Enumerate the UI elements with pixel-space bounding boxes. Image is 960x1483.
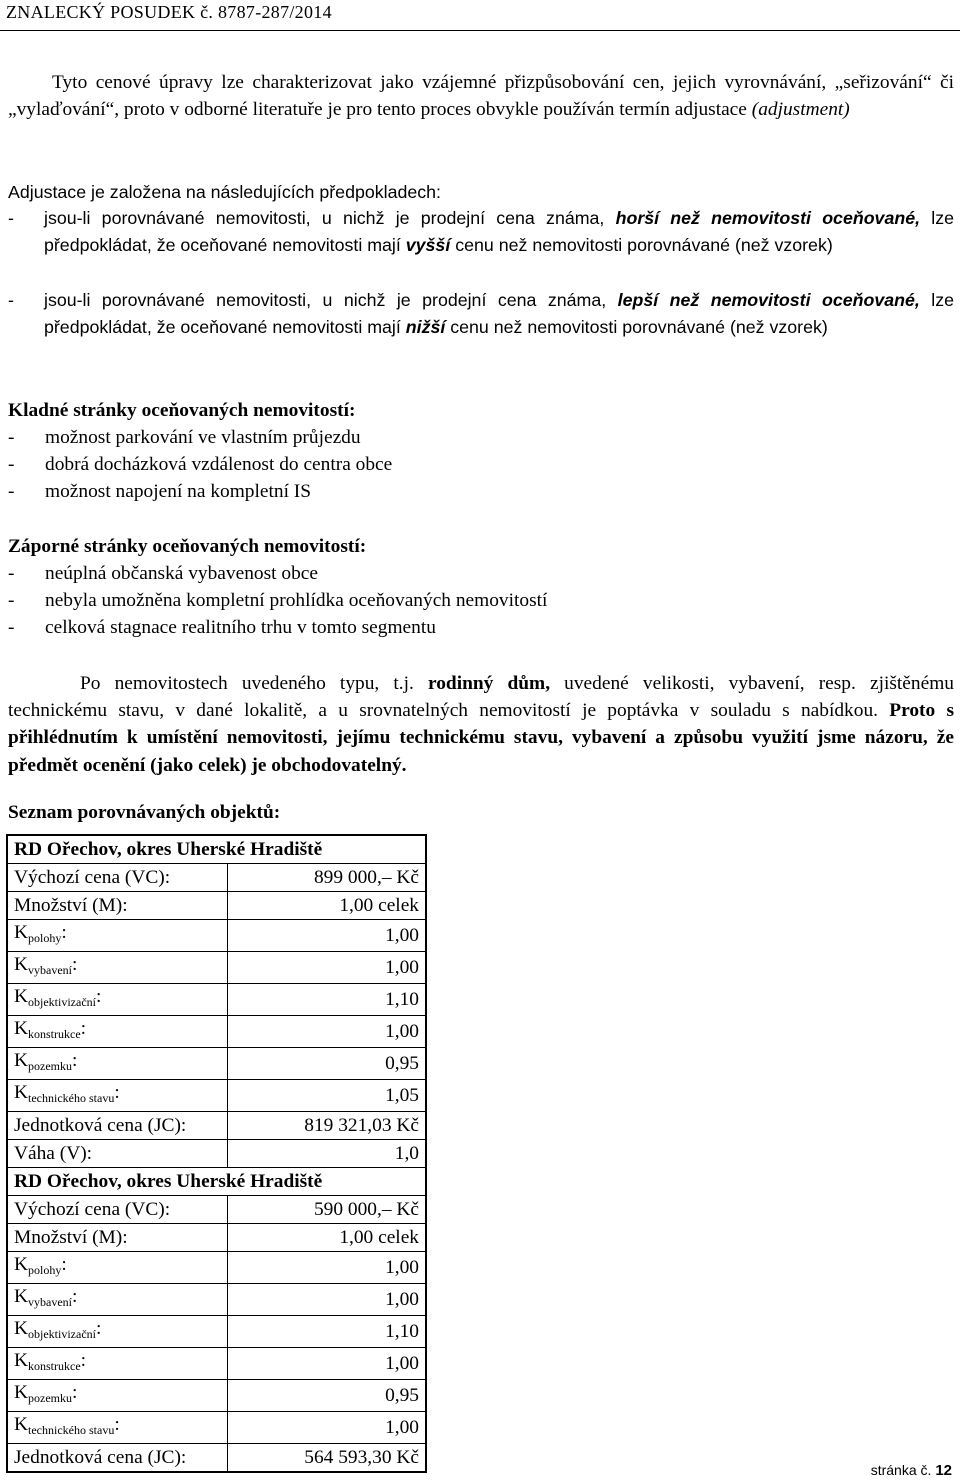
row-label: Výchozí cena (VC): xyxy=(7,1196,228,1224)
coefficient-subscript: technického stavu xyxy=(28,1423,115,1437)
row-label: $K_{pozemku}$: xyxy=(7,1380,228,1412)
coefficient-subscript: konstrukce xyxy=(28,1359,81,1373)
list-dash: - xyxy=(8,208,14,228)
comparison-list-heading: Seznam porovnávaných objektů: xyxy=(8,802,281,823)
table-row xyxy=(7,1380,426,1412)
row-label: $K_{objektivizační}$: xyxy=(7,1316,228,1348)
emphasis-text: vyšší xyxy=(405,235,451,256)
table-row xyxy=(7,1196,426,1224)
table-row xyxy=(7,1112,426,1140)
row-value: 819 321,03 Kč xyxy=(228,1112,427,1140)
positives-heading: Kladné stránky oceňovaných nemovitostí: xyxy=(8,400,356,421)
table-row xyxy=(7,864,426,892)
row-label: $K_{objektivizační}$: xyxy=(7,984,228,1016)
list-item: - neúplná občanská vybavenost obce xyxy=(8,563,318,584)
row-value: 1,00 xyxy=(228,1412,427,1444)
table-row xyxy=(7,1016,426,1048)
coefficient-subscript: polohy xyxy=(28,931,62,945)
row-value: 1,10 xyxy=(228,984,427,1016)
table-row xyxy=(7,952,426,984)
row-value: 1,00 xyxy=(228,1284,427,1316)
row-value: 899 000,– Kč xyxy=(228,864,427,892)
conclusion-paragraph: Po nemovitostech uvedeného typu, t.j. rodinný dům, uvedené velikosti, vybavení, resp. zjištěnému technickému stavu, v dané lokalitě, a u srovnatelných nemovitostí je poptávka v souladu s nabídkou. Proto s přihlédnutím k umístění nemovitosti, jejímu technickému stavu, vybavení a způsobu využití jsme názoru, že předmět ocenění (jako celek) je obchodovatelný. xyxy=(8,673,954,776)
assumptions-heading: Adjustace je založena na následujících předpokladech: xyxy=(8,182,441,202)
intro-text: Tyto cenové úpravy lze charakterizovat jako vzájemné přizpůsobování cen, jejich vyrovnávání, „seřizování“ či „vylaďování“, proto v odborné literatuře je pro tento proces obvykle používán termín adjustace xyxy=(8,72,954,121)
coefficient-subscript: pozemku xyxy=(28,1391,73,1405)
row-label: Jednotková cena (JC): xyxy=(7,1444,228,1473)
list-item: - nebyla umožněna kompletní prohlídka oceňovaných nemovitostí xyxy=(8,590,548,611)
list-item: - možnost napojení na kompletní IS xyxy=(8,481,312,502)
row-label: $K_{polohy}$: xyxy=(7,1252,228,1284)
row-value: 1,00 celek xyxy=(228,1224,427,1252)
coefficient-subscript: pozemku xyxy=(28,1059,73,1073)
coefficient-subscript: objektivizační xyxy=(28,1327,96,1341)
emphasis-text: horší než nemovitosti oceňované, xyxy=(615,208,921,228)
coefficient-subscript: konstrukce xyxy=(28,1027,81,1041)
table-row xyxy=(7,1224,426,1252)
row-value: 1,00 celek xyxy=(228,892,427,920)
page-footer xyxy=(871,1462,952,1479)
page-number: 12 xyxy=(935,1462,952,1479)
row-value: 1,00 xyxy=(228,920,427,952)
emphasis-text: lepší než nemovitosti oceňované, xyxy=(617,290,920,310)
row-label: Množství (M): xyxy=(7,892,228,920)
row-value: 0,95 xyxy=(228,1380,427,1412)
object-name: RD Ořechov, okres Uherské Hradiště xyxy=(7,1168,426,1196)
row-value: 590 000,– Kč xyxy=(228,1196,427,1224)
row-value: 1,10 xyxy=(228,1316,427,1348)
table-row xyxy=(7,1444,426,1473)
object-name: RD Ořechov, okres Uherské Hradiště xyxy=(7,835,426,864)
coefficient-subscript: technického stavu xyxy=(28,1091,115,1105)
list-dash: - xyxy=(8,290,14,310)
coefficient-subscript: objektivizační xyxy=(28,995,96,1009)
object-title-row xyxy=(7,1168,426,1196)
intro-paragraph xyxy=(8,69,954,123)
intro-italic: (adjustment) xyxy=(751,99,850,121)
list-item: - dobrá docházková vzdálenost do centra obce xyxy=(8,454,393,475)
table-row xyxy=(7,1140,426,1168)
table-row xyxy=(7,1252,426,1284)
assumption-item: - jsou-li porovnávané nemovitosti, u nichž je prodejní cena známa, horší než nemovitosti oceňované, lze předpokládat, že oceňované nemovitosti mají vyšší cenu než nemovitosti porovnávané (než vzorek) xyxy=(8,205,954,259)
page-number-label: stránka č. xyxy=(870,1462,932,1478)
row-label: $K_{technického stavu}$: xyxy=(7,1080,228,1112)
negatives-heading: Záporné stránky oceňovaných nemovitostí: xyxy=(8,536,367,557)
list-item: - celková stagnace realitního trhu v tomto segmentu xyxy=(8,617,436,638)
comparison-table xyxy=(6,834,427,1473)
coefficient-subscript: vybavení xyxy=(28,1295,73,1309)
coefficient-subscript: polohy xyxy=(28,1263,62,1277)
table-row xyxy=(7,1348,426,1380)
row-value: 564 593,30 Kč xyxy=(228,1444,427,1473)
list-item: - možnost parkování ve vlastním průjezdu xyxy=(8,427,361,448)
page-header: ZNALECKÝ POSUDEK č. 8787-287/2014 xyxy=(6,2,332,22)
table-row xyxy=(7,1284,426,1316)
row-value: 1,05 xyxy=(228,1080,427,1112)
object-title-row xyxy=(7,835,426,864)
table-row xyxy=(7,1080,426,1112)
assumption-item: - jsou-li porovnávané nemovitosti, u nichž je prodejní cena známa, lepší než nemovitosti oceňované, lze předpokládat, že oceňované nemovitosti mají nižší cenu než nemovitosti porovnávané (než vzorek) xyxy=(8,287,954,341)
table-row xyxy=(7,984,426,1016)
row-label: $K_{polohy}$: xyxy=(7,920,228,952)
row-value: 1,00 xyxy=(228,1252,427,1284)
row-label: $K_{pozemku}$: xyxy=(7,1048,228,1080)
row-label: $K_{vybavení}$: xyxy=(7,1284,228,1316)
row-label: $K_{konstrukce}$: xyxy=(7,1348,228,1380)
row-value: 1,00 xyxy=(228,952,427,984)
row-label: Výchozí cena (VC): xyxy=(7,864,228,892)
row-label: $K_{vybavení}$: xyxy=(7,952,228,984)
row-value: 1,00 xyxy=(228,1348,427,1380)
row-value: 1,00 xyxy=(228,1016,427,1048)
table-row xyxy=(7,1048,426,1080)
emphasis-text: rodinný dům, xyxy=(427,673,551,694)
coefficient-subscript: vybavení xyxy=(28,963,73,977)
row-label: Váha (V): xyxy=(7,1140,228,1168)
row-label: Jednotková cena (JC): xyxy=(7,1112,228,1140)
emphasis-text: Proto s přihlédnutím k umístění nemovitosti, jejímu technickému stavu, vybavení a způsobu využití jsme názoru, že předmět ocenění (jako celek) je obchodovatelný. xyxy=(8,700,954,776)
table-row xyxy=(7,1316,426,1348)
row-label: $K_{technického stavu}$: xyxy=(7,1412,228,1444)
header-divider xyxy=(0,30,960,31)
row-label: $K_{konstrukce}$: xyxy=(7,1016,228,1048)
row-label: Množství (M): xyxy=(7,1224,228,1252)
row-value: 0,95 xyxy=(228,1048,427,1080)
table-row xyxy=(7,920,426,952)
table-row xyxy=(7,892,426,920)
row-value: 1,0 xyxy=(228,1140,427,1168)
table-row xyxy=(7,1412,426,1444)
emphasis-text: nižší xyxy=(405,317,446,338)
